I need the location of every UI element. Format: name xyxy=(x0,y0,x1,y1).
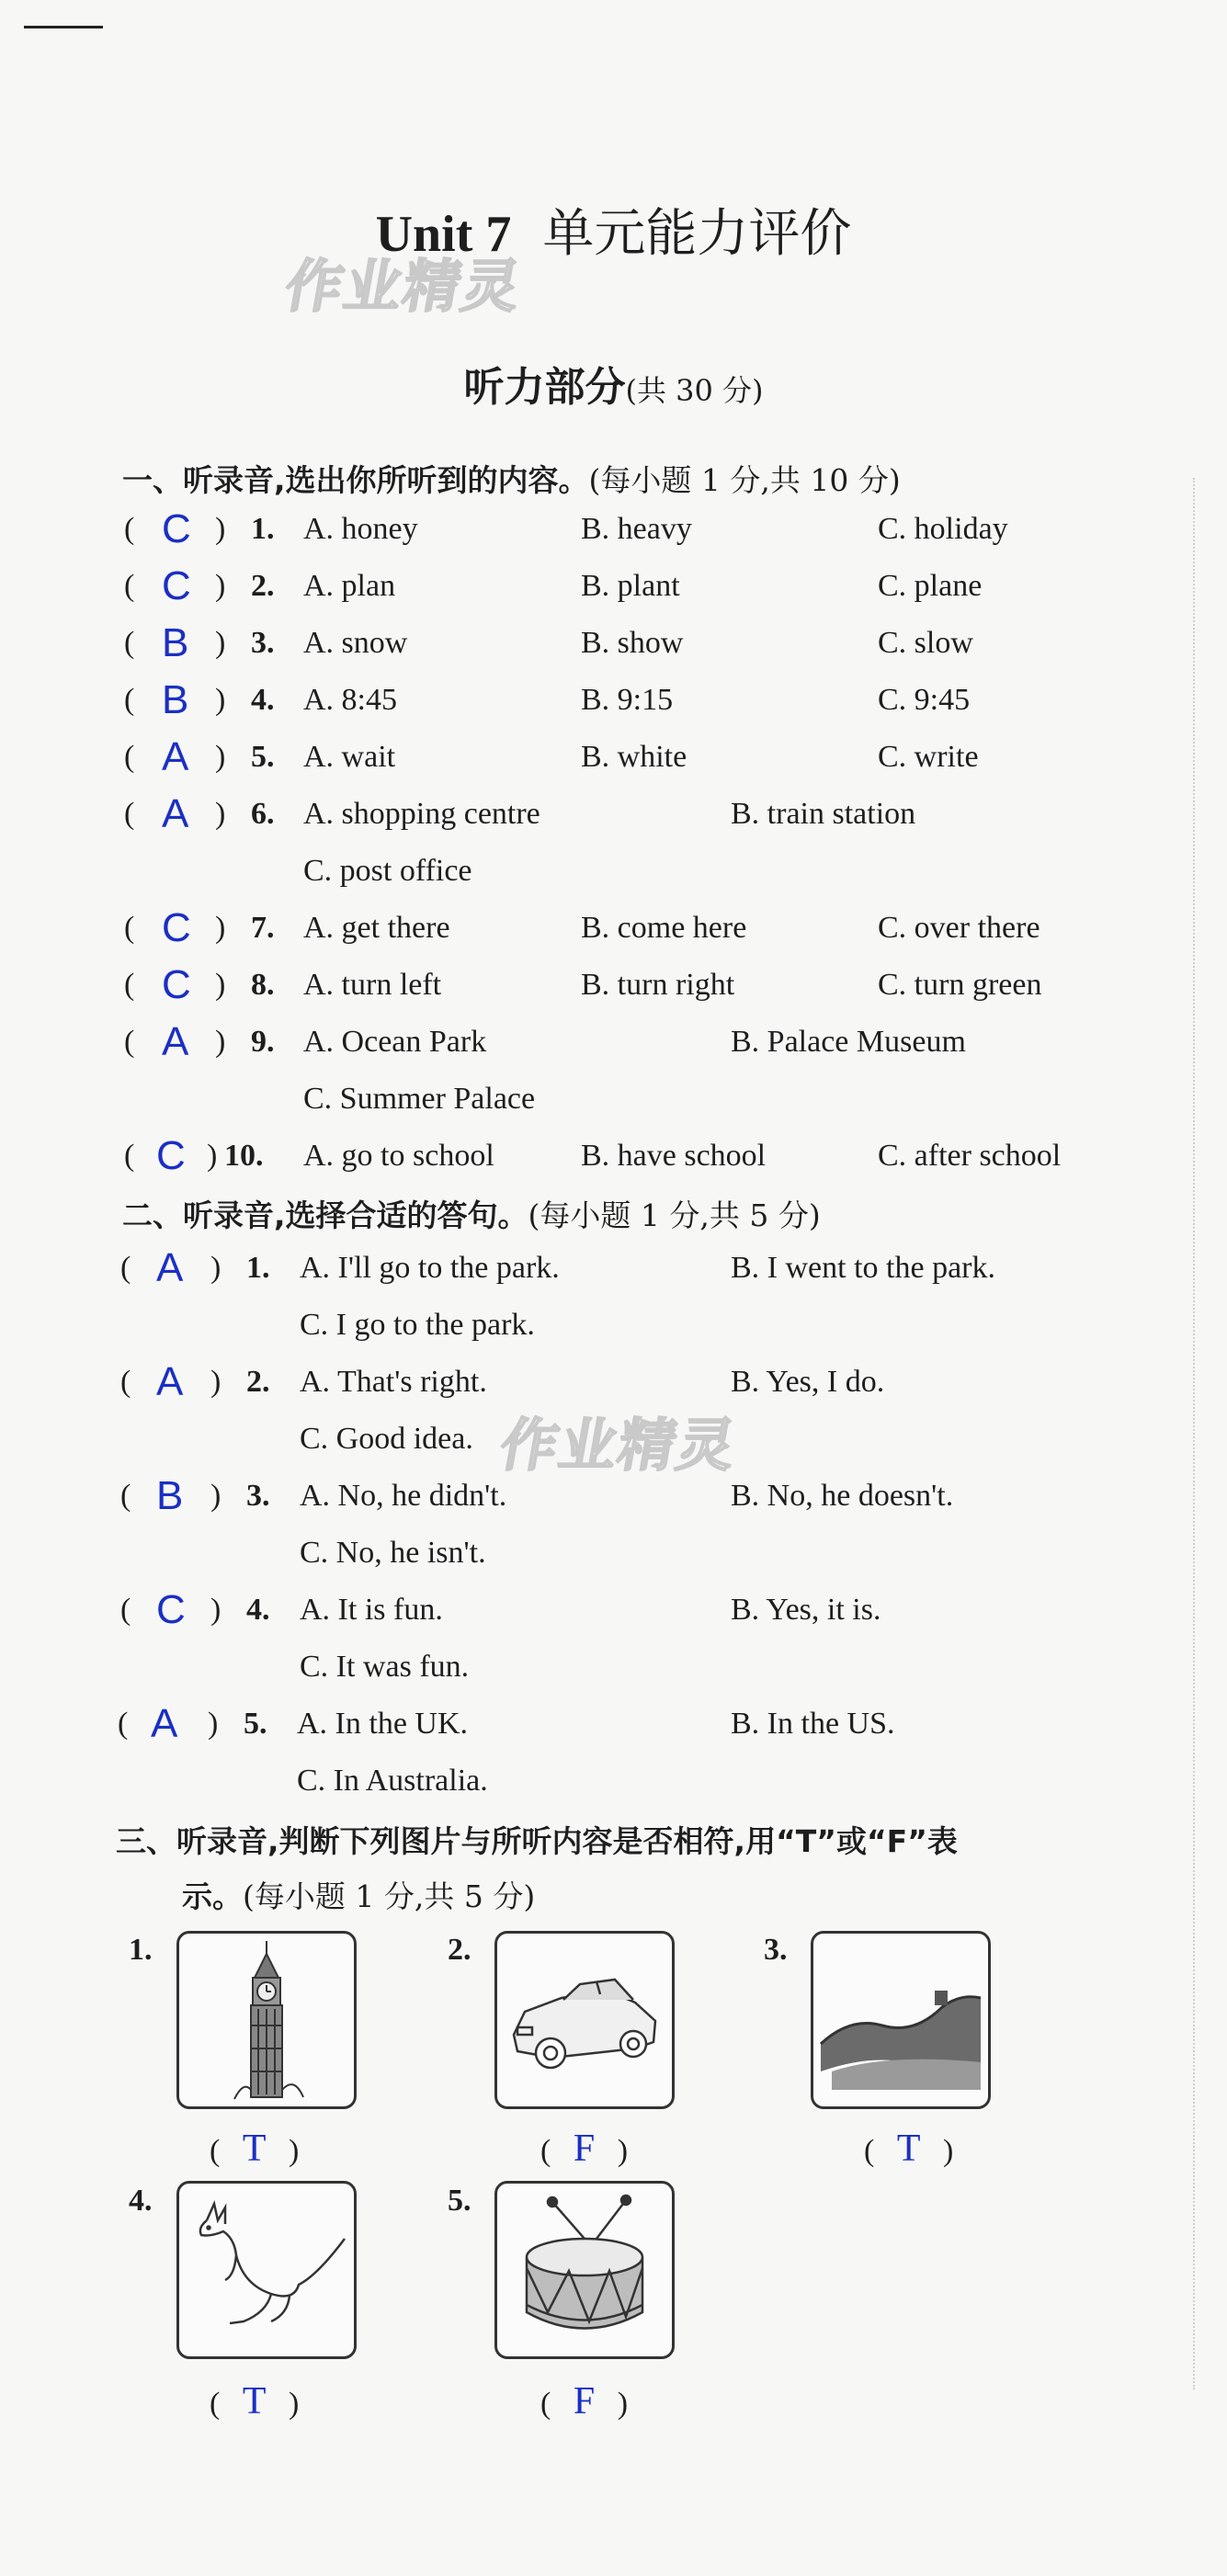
picture-box xyxy=(176,1931,357,2109)
option-b: B. train station xyxy=(731,797,916,831)
question-number: 4. xyxy=(246,1593,270,1627)
paren-open: ( xyxy=(540,2387,551,2421)
great-wall-icon xyxy=(813,1934,988,2106)
option-b: B. Yes, it is. xyxy=(731,1593,881,1627)
option-b: B. Palace Museum xyxy=(731,1025,966,1059)
question-number: 5. xyxy=(251,740,275,774)
option-a: A. go to school xyxy=(303,1139,494,1173)
tf-answer-slot xyxy=(864,2127,953,2171)
answer-mark: C xyxy=(156,1587,186,1632)
part2-heading-text: 二、听录音,选择合适的答句。 xyxy=(122,1197,528,1233)
paren-open: ( xyxy=(120,1365,131,1399)
question-number: 6. xyxy=(251,797,275,831)
car-icon xyxy=(497,1934,672,2106)
option-b: B. In the US. xyxy=(731,1707,895,1741)
answer-mark: C xyxy=(156,1133,186,1178)
paren-open: ( xyxy=(124,683,135,717)
option-c: C. I go to the park. xyxy=(300,1308,535,1342)
part1-points: (每小题 1 分,共 10 分) xyxy=(588,462,901,498)
option-c: C. Good idea. xyxy=(300,1422,473,1456)
option-c: C. turn green xyxy=(878,968,1042,1002)
question-number: 5. xyxy=(244,1707,267,1741)
paren-close: ) xyxy=(215,911,226,945)
paren-close: ) xyxy=(210,1479,222,1513)
answer-mark: A xyxy=(156,1359,184,1404)
picture-number: 1. xyxy=(129,1933,153,1967)
drum-icon xyxy=(497,2184,672,2356)
option-b: B. have school xyxy=(581,1139,767,1173)
option-c: C. over there xyxy=(878,911,1040,945)
tf-answer-slot xyxy=(210,2127,299,2171)
option-a: A. get there xyxy=(303,911,450,945)
picture-box xyxy=(811,1931,991,2109)
answer-mark: A xyxy=(151,1701,178,1746)
paren-open: ( xyxy=(124,740,135,774)
answer-mark: C xyxy=(162,563,191,608)
question-number: 8. xyxy=(251,968,275,1002)
picture-number: 2. xyxy=(448,1933,471,1967)
option-b: B. white xyxy=(581,740,687,774)
option-a: A. honey xyxy=(303,512,418,546)
answer-mark: A xyxy=(162,1019,189,1064)
paren-open: ( xyxy=(124,911,135,945)
paren-close: ) xyxy=(288,2387,300,2421)
answer-mark: A xyxy=(162,791,189,836)
option-c: C. slow xyxy=(878,626,973,660)
answer-mark: F xyxy=(573,2128,596,2170)
option-a: A. snow xyxy=(303,626,408,660)
unit-name: 单元能力评价 xyxy=(542,204,852,264)
option-c: C. In Australia. xyxy=(297,1764,488,1798)
option-a: A. shopping centre xyxy=(303,797,540,831)
section-title xyxy=(0,354,1227,413)
top-rule xyxy=(24,26,103,28)
paren-open: ( xyxy=(124,968,135,1002)
question-number: 2. xyxy=(251,569,275,603)
watermark-logo: 作业精灵 xyxy=(494,1412,743,1479)
answer-mark: F xyxy=(573,2380,596,2423)
option-b: B. come here xyxy=(581,911,747,945)
paren-close: ) xyxy=(210,1251,222,1285)
paren-open: ( xyxy=(864,2134,875,2168)
option-a: A. In the UK. xyxy=(297,1707,469,1741)
option-b: B. No, he doesn't. xyxy=(731,1479,954,1513)
answer-mark: C xyxy=(162,905,191,950)
tf-answer-slot xyxy=(210,2379,299,2423)
answer-mark: T xyxy=(242,2128,267,2170)
part1-heading xyxy=(122,457,901,500)
part3-heading-text2: 示。 xyxy=(182,1878,243,1914)
question-number: 4. xyxy=(251,683,275,717)
answer-mark: B xyxy=(162,620,189,665)
paren-close: ) xyxy=(617,2387,629,2421)
unit-label: Unit 7 xyxy=(375,206,512,263)
question-number: 9. xyxy=(251,1025,275,1059)
answer-mark: T xyxy=(896,2128,921,2170)
option-c: C. after school xyxy=(878,1139,1062,1173)
paren-close: ) xyxy=(215,683,226,717)
option-a: A. That's right. xyxy=(300,1365,487,1399)
question-number: 7. xyxy=(251,911,275,945)
part3-heading-line2 xyxy=(182,1873,535,1916)
picture-box xyxy=(494,1931,675,2109)
paren-close: ) xyxy=(215,512,226,546)
paren-open: ( xyxy=(210,2134,221,2168)
option-b: B. show xyxy=(581,626,684,660)
option-b: B. turn right xyxy=(581,968,735,1002)
answer-mark: C xyxy=(162,962,191,1007)
part1-heading-text: 一、听录音,选出你所听到的内容。 xyxy=(122,462,589,498)
big-ben-icon xyxy=(179,1934,354,2106)
paren-open: ( xyxy=(124,626,135,660)
question-number: 2. xyxy=(246,1365,270,1399)
picture-box xyxy=(494,2181,675,2359)
paren-close: ) xyxy=(215,740,226,774)
kangaroo-icon xyxy=(179,2184,354,2356)
paren-open: ( xyxy=(124,797,135,831)
option-c: C. 9:45 xyxy=(878,683,971,717)
option-a: A. Ocean Park xyxy=(303,1025,487,1059)
answer-mark: A xyxy=(162,734,189,779)
paren-close: ) xyxy=(207,1139,218,1173)
option-c: C. No, he isn't. xyxy=(300,1536,486,1570)
paren-close: ) xyxy=(215,626,226,660)
option-c: C. post office xyxy=(303,854,472,888)
paren-open: ( xyxy=(210,2387,221,2421)
paren-open: ( xyxy=(118,1707,129,1741)
paren-open: ( xyxy=(124,569,135,603)
paren-close: ) xyxy=(942,2134,954,2168)
option-a: A. It is fun. xyxy=(300,1593,443,1627)
paren-close: ) xyxy=(288,2134,300,2168)
option-c: C. It was fun. xyxy=(300,1650,470,1684)
answer-mark: B xyxy=(162,677,189,722)
option-a: A. turn left xyxy=(303,968,442,1002)
picture-number: 3. xyxy=(764,1933,788,1967)
question-number: 1. xyxy=(251,512,275,546)
page-edge-dots xyxy=(1193,478,1195,2389)
option-a: A. No, he didn't. xyxy=(300,1479,507,1513)
option-b: B. heavy xyxy=(581,512,692,546)
answer-mark: A xyxy=(156,1245,184,1290)
paren-open: ( xyxy=(540,2134,551,2168)
paren-open: ( xyxy=(120,1479,131,1513)
answer-mark: T xyxy=(242,2380,267,2423)
paren-close: ) xyxy=(208,1707,219,1741)
option-c: C. write xyxy=(878,740,979,774)
paren-open: ( xyxy=(124,512,135,546)
option-a: A. I'll go to the park. xyxy=(300,1251,560,1285)
option-b: B. 9:15 xyxy=(581,683,674,717)
option-b: B. Yes, I do. xyxy=(731,1365,885,1399)
paren-close: ) xyxy=(617,2134,629,2168)
paren-open: ( xyxy=(124,1025,135,1059)
part2-heading xyxy=(122,1192,821,1235)
picture-number: 4. xyxy=(129,2184,153,2218)
question-number: 3. xyxy=(246,1479,270,1513)
tf-answer-slot xyxy=(540,2379,628,2423)
option-b: B. plant xyxy=(581,569,680,603)
option-a: A. plan xyxy=(303,569,396,603)
section-title-main: 听力部分 xyxy=(463,364,626,411)
paren-open: ( xyxy=(120,1251,131,1285)
question-number: 3. xyxy=(251,626,275,660)
paren-close: ) xyxy=(210,1593,222,1627)
paren-open: ( xyxy=(124,1139,135,1173)
answer-mark: C xyxy=(162,506,191,551)
option-c: C. holiday xyxy=(878,512,1008,546)
part2-points: (每小题 1 分,共 5 分) xyxy=(528,1197,821,1233)
paren-close: ) xyxy=(215,1025,226,1059)
option-c: C. Summer Palace xyxy=(303,1082,536,1116)
picture-number: 5. xyxy=(448,2184,471,2218)
paren-close: ) xyxy=(210,1365,222,1399)
paren-close: ) xyxy=(215,968,226,1002)
picture-box xyxy=(176,2181,357,2359)
option-a: A. wait xyxy=(303,740,396,774)
question-number: 1. xyxy=(246,1251,270,1285)
paren-open: ( xyxy=(120,1593,131,1627)
paren-close: ) xyxy=(215,569,226,603)
option-a: A. 8:45 xyxy=(303,683,397,717)
watermark-logo: 作业精灵 xyxy=(279,253,528,320)
page-title xyxy=(0,193,1227,267)
option-b: B. I went to the park. xyxy=(731,1251,995,1285)
answer-mark: B xyxy=(156,1473,184,1518)
section-title-points: (共 30 分) xyxy=(625,373,764,408)
part3-heading: 三、听录音,判断下列图片与所听内容是否相符,用“T”或“F”表 xyxy=(116,1823,958,1859)
tf-answer-slot xyxy=(540,2127,628,2171)
option-c: C. plane xyxy=(878,569,983,603)
question-number: 10. xyxy=(224,1139,264,1173)
part3-points: (每小题 1 分,共 5 分) xyxy=(243,1878,536,1914)
paren-close: ) xyxy=(215,797,226,831)
